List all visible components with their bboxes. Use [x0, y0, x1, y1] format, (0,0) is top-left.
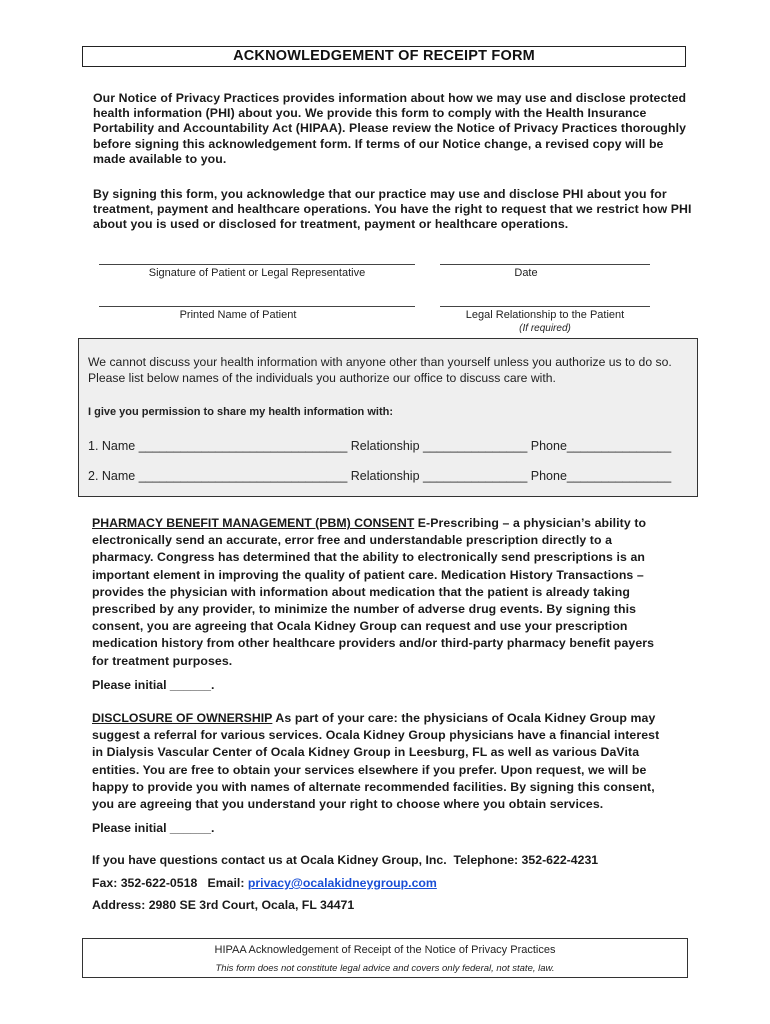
fax-email-label: Fax: 352-622-0518 Email:	[92, 876, 248, 890]
consent-paragraph: By signing this form, you acknowledge that our practice may use and disclose PHI about you for treatment, payment and healthcare operations. You have the right to request that we restrict how PHI about you is used or disclosed for treatment, payment or healthcare operations.	[93, 187, 692, 232]
patient-signature-label: Signature of Patient or Legal Representative	[148, 267, 366, 279]
authorization-box	[78, 338, 698, 497]
intro-paragraph: Our Notice of Privacy Practices provides information about how we may use and disclose protected health information (PHI) about you. We provide this form to comply with the Health Insurance Portability and Accountability Act (HIPAA). Please review the Notice of Privacy Practices thoroughly before signing this acknowledgement form. If terms of our Notice change, a revised copy will be made available to you.	[93, 91, 687, 166]
relationship-note: (If required)	[519, 323, 571, 334]
pbm-section	[92, 515, 672, 670]
authorized-person-row-2[interactable]: 2. Name ______________________________ Relationship _______________ Phone_______________	[88, 469, 672, 483]
date-line[interactable]	[440, 264, 650, 265]
relationship-line[interactable]	[440, 306, 650, 307]
date-label: Date	[514, 267, 538, 279]
permission-text: I give you permission to share my health information with:	[88, 406, 393, 418]
form-title: ACKNOWLEDGEMENT OF RECEIPT FORM	[82, 46, 686, 67]
footer-box	[82, 938, 688, 978]
ownership-section	[92, 710, 672, 813]
ownership-heading: DISCLOSURE OF OWNERSHIP	[92, 711, 273, 725]
ownership-body: As part of your care: the physicians of Ocala Kidney Group may suggest a referral for various services. Ocala Kidney Group physicians have a financial interest in Dialysis Vascular Center of Ocala Kidney Group in Leesburg, FL as well as various DaVita entities. You are free to obtain your services elsewhere if you prefer. Upon request, we will be happy to provide you with names of alternate recommended facilities. By signing this consent, you are agreeing that you understand your right to choose where you obtain services.	[92, 711, 660, 812]
ownership-initial[interactable]: Please initial ______.	[92, 821, 215, 835]
patient-signature-line[interactable]	[99, 264, 415, 265]
footer-disclaimer: This form does not constitute legal advice and covers only federal, not state, law.	[215, 963, 555, 974]
email-link[interactable]: privacy@ocalakidneygroup.com	[247, 876, 437, 890]
authorization-text: We cannot discuss your health information with anyone other than yourself unless you authorize us to do so. Please list below names of the individuals you authorize our office to discuss care with.	[88, 355, 672, 385]
relationship-label: Legal Relationship to the Patient	[465, 309, 625, 321]
printed-name-label: Printed Name of Patient	[179, 309, 297, 321]
contact-questions: If you have questions contact us at Ocala Kidney Group, Inc. Telephone: 352-622-4231	[92, 853, 599, 867]
printed-name-line[interactable]	[99, 306, 415, 307]
contact-address: Address: 2980 SE 3rd Court, Ocala, FL 34471	[92, 898, 355, 912]
pbm-initial[interactable]: Please initial ______.	[92, 678, 215, 692]
pbm-body: E-Prescribing – a physician’s ability to electronically send an accurate, error free and understandable prescription directly to a pharmacy. Congress has determined that the ability to electronically send prescriptions is an important element in improving the quality of patient care. Medication History Transactions – provides the physician with information about medication that the patient is already taking prescribed by any provider, to minimize the number of adverse drug events. By signing this consent, you are agreeing that Ocala Kidney Group can request and use your prescription medication history from other healthcare providers and/or third-party pharmacy benefit payers for treatment purposes.	[92, 516, 655, 668]
contact-fax-email	[92, 876, 437, 890]
pbm-heading: PHARMACY BENEFIT MANAGEMENT (PBM) CONSENT	[92, 516, 415, 530]
footer-title: HIPAA Acknowledgement of Receipt of the Notice of Privacy Practices	[214, 944, 556, 956]
authorized-person-row-1[interactable]: 1. Name ______________________________ Relationship _______________ Phone_______________	[88, 439, 672, 453]
